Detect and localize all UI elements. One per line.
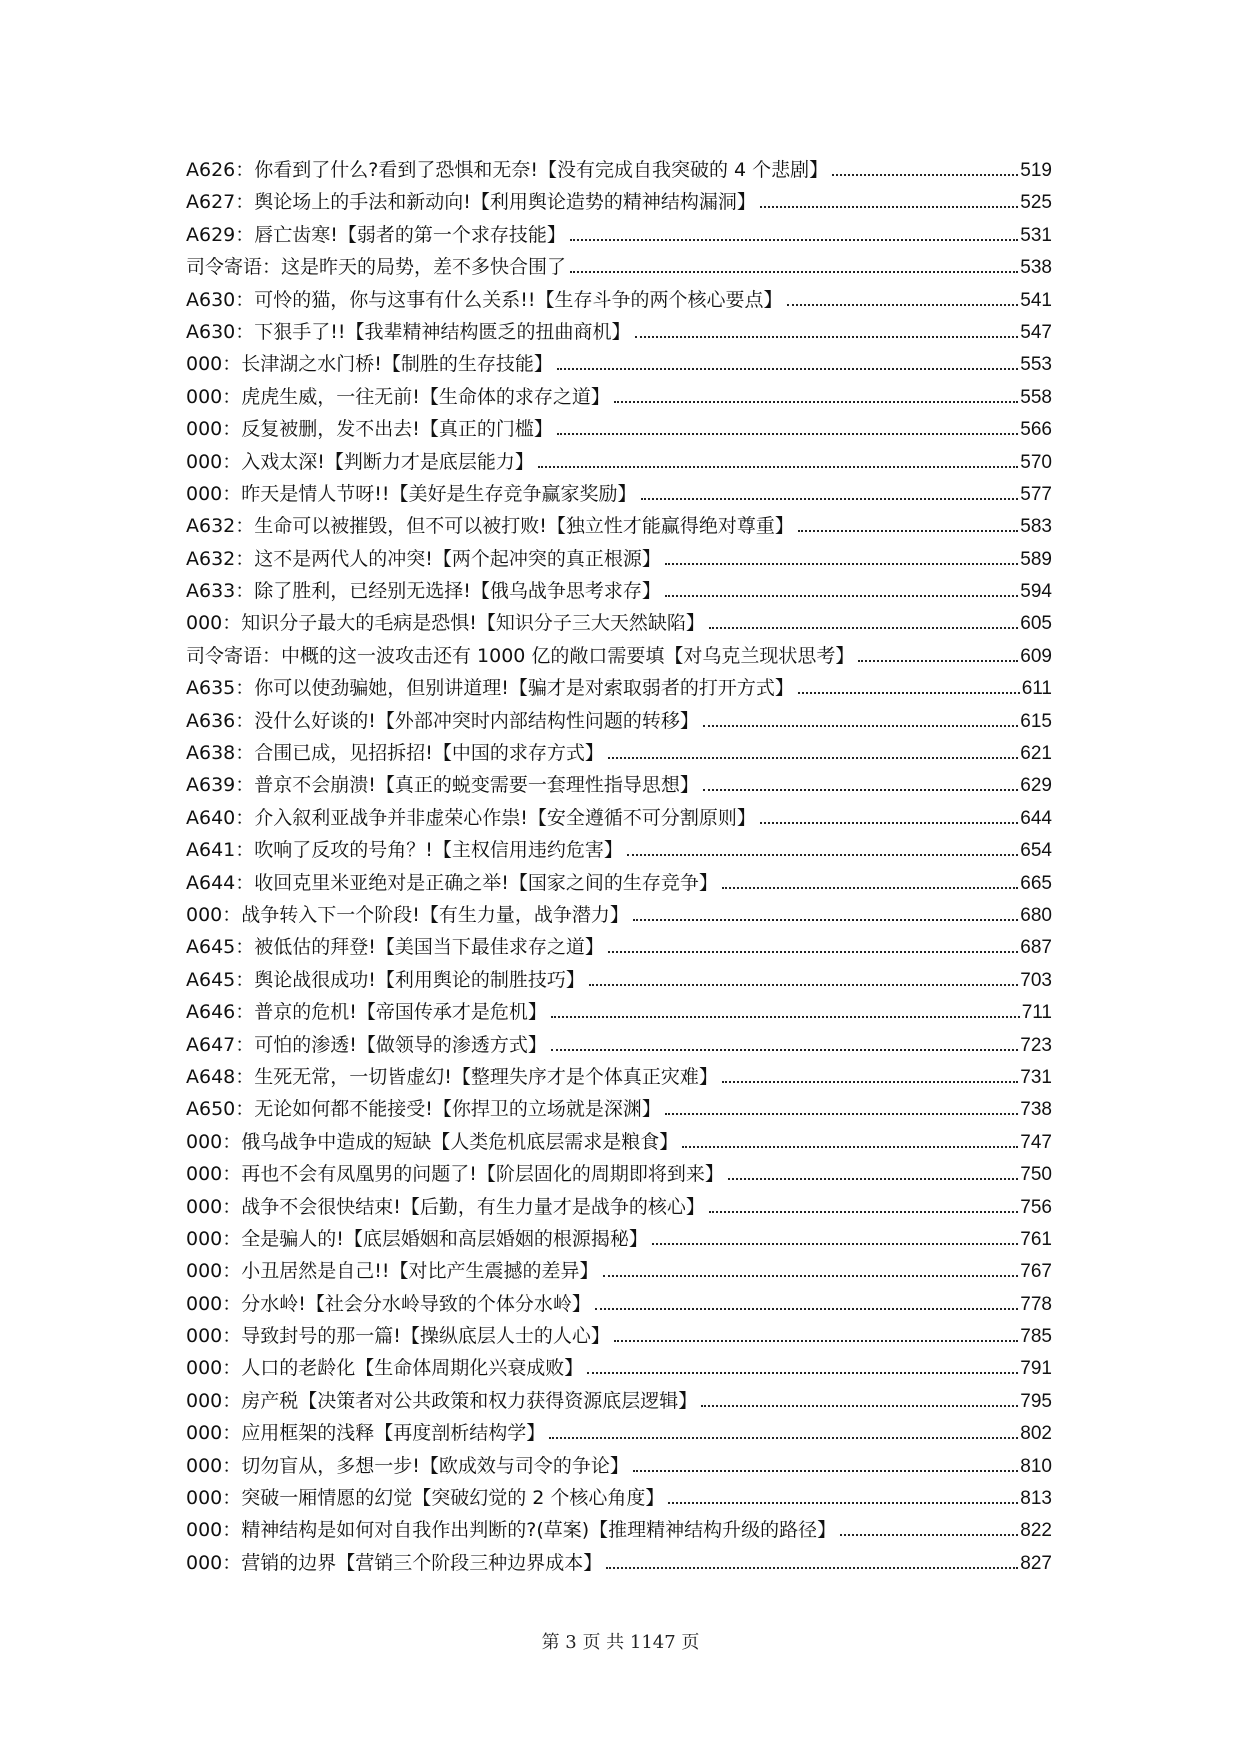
toc-dot-leader	[549, 1437, 1018, 1439]
toc-entry-title: A638：合围已成，见招拆招!【中国的求存方式】	[186, 742, 604, 765]
toc-entry-title: 000：知识分子最大的毛病是恐惧!【知识分子三大天然缺陷】	[186, 612, 705, 635]
toc-dot-leader	[722, 887, 1018, 889]
toc-entry-page-number: 541	[1020, 289, 1052, 311]
toc-dot-leader	[608, 951, 1018, 953]
toc-entry-title: A636：没什么好谈的!【外部冲突时内部结构性问题的转移】	[186, 709, 699, 732]
toc-entry-page-number: 795	[1020, 1390, 1052, 1412]
toc-entry[interactable]	[186, 672, 1052, 704]
toc-dot-leader	[551, 1049, 1018, 1051]
toc-entry[interactable]	[186, 802, 1052, 834]
toc-entry-page-number: 761	[1020, 1228, 1052, 1250]
toc-entry[interactable]	[186, 834, 1052, 866]
toc-dot-leader	[703, 725, 1018, 727]
toc-dot-leader	[760, 822, 1018, 824]
toc-entry[interactable]	[186, 446, 1052, 478]
toc-entry[interactable]	[186, 186, 1052, 218]
toc-dot-leader	[557, 368, 1018, 370]
toc-entry-page-number: 778	[1020, 1293, 1052, 1315]
toc-dot-leader	[589, 984, 1018, 986]
toc-dot-leader	[595, 1308, 1018, 1310]
toc-dot-leader	[606, 1567, 1018, 1569]
toc-entry[interactable]	[186, 219, 1052, 251]
toc-entry-title: 000：人口的老龄化【生命体周期化兴衰成败】	[186, 1357, 584, 1380]
toc-entry[interactable]	[186, 1547, 1052, 1579]
toc-entry[interactable]	[186, 1514, 1052, 1546]
toc-entry-page-number: 570	[1020, 451, 1052, 473]
toc-dot-leader	[682, 1146, 1018, 1148]
toc-entry[interactable]	[186, 607, 1052, 639]
toc-dot-leader	[787, 304, 1019, 306]
toc-entry[interactable]	[186, 1158, 1052, 1190]
toc-entry-title: 000：再也不会有凤凰男的问题了!【阶层固化的周期即将到来】	[186, 1163, 724, 1186]
toc-entry-title: A639：普京不会崩溃!【真正的蜕变需要一套理性指导思想】	[186, 774, 699, 797]
toc-entry-page-number: 802	[1020, 1423, 1052, 1445]
toc-entry-title: A630：下狠手了!!【我辈精神结构匮乏的扭曲商机】	[186, 320, 631, 343]
toc-dot-leader	[641, 498, 1019, 500]
toc-entry[interactable]	[186, 996, 1052, 1028]
toc-entry[interactable]	[186, 769, 1052, 801]
toc-entry[interactable]	[186, 737, 1052, 769]
toc-entry[interactable]	[186, 1029, 1052, 1061]
toc-dot-leader	[614, 1340, 1018, 1342]
toc-entry-title: 000：入戏太深!【判断力才是底层能力】	[186, 450, 534, 473]
toc-entry-title: 000：小丑居然是自己!!【对比产生震撼的差异】	[186, 1260, 599, 1283]
toc-entry-title: 司令寄语：中概的这一波攻击还有 1000 亿的敞口需要填【对乌克兰现状思考】	[186, 644, 855, 667]
toc-entry-title: 000：反复被删，发不出去!【真正的门槛】	[186, 418, 553, 441]
toc-entry-page-number: 750	[1020, 1164, 1052, 1186]
toc-entry-title: 000：营销的边界【营销三个阶段三种边界成本】	[186, 1551, 603, 1574]
toc-entry[interactable]	[186, 1482, 1052, 1514]
toc-entry-page-number: 531	[1020, 224, 1052, 246]
toc-entry-page-number: 822	[1020, 1520, 1052, 1542]
toc-entry-page-number: 747	[1020, 1131, 1052, 1153]
toc-entry-page-number: 644	[1020, 807, 1052, 829]
toc-entry-title: A650：无论如何都不能接受!【你捍卫的立场就是深渊】	[186, 1098, 661, 1121]
toc-entry-title: 000：昨天是情人节呀!!【美好是生存竞争赢家奖励】	[186, 482, 637, 505]
toc-entry-title: A630：可怜的猫，你与这事有什么关系!!【生存斗争的两个核心要点】	[186, 288, 783, 311]
toc-entry-title: 000：应用框架的浅释【再度剖析结构学】	[186, 1422, 546, 1445]
toc-entry[interactable]	[186, 1417, 1052, 1449]
toc-entry[interactable]	[186, 640, 1052, 672]
toc-entry-page-number: 654	[1020, 840, 1052, 862]
toc-dot-leader	[551, 1016, 1020, 1018]
toc-entry[interactable]	[186, 1061, 1052, 1093]
toc-dot-leader	[665, 563, 1018, 565]
toc-entry[interactable]	[186, 1126, 1052, 1158]
toc-entry-page-number: 703	[1020, 969, 1052, 991]
toc-entry-title: 000：俄乌战争中造成的短缺【人类危机底层需求是粮食】	[186, 1130, 679, 1153]
toc-dot-leader	[627, 854, 1018, 856]
toc-dot-leader	[701, 1405, 1018, 1407]
toc-entry-title: A635：你可以使劲骗她，但别讲道理!【骗才是对索取弱者的打开方式】	[186, 677, 794, 700]
toc-entry[interactable]	[186, 575, 1052, 607]
toc-entry-page-number: 525	[1020, 192, 1052, 214]
toc-dot-leader	[652, 1243, 1018, 1245]
toc-entry-title: A647：可怕的渗透!【做领导的渗透方式】	[186, 1033, 547, 1056]
toc-dot-leader	[668, 1502, 1018, 1504]
toc-entry-page-number: 553	[1020, 354, 1052, 376]
toc-dot-leader	[635, 336, 1019, 338]
toc-dot-leader	[709, 627, 1018, 629]
toc-entry-page-number: 621	[1020, 743, 1052, 765]
toc-entry[interactable]	[186, 1191, 1052, 1223]
toc-entry-title: 000：战争不会很快结束!【后勤，有生力量才是战争的核心】	[186, 1195, 705, 1218]
toc-entry-page-number: 791	[1020, 1358, 1052, 1380]
toc-dot-leader	[798, 530, 1018, 532]
toc-entry[interactable]	[186, 154, 1052, 186]
toc-entry-page-number: 738	[1020, 1099, 1052, 1121]
toc-entry-page-number: 583	[1020, 516, 1052, 538]
toc-entry-title: 司令寄语：这是昨天的局势，差不多快合围了	[186, 256, 567, 279]
toc-entry[interactable]	[186, 478, 1052, 510]
toc-entry-page-number: 711	[1021, 1002, 1052, 1024]
toc-entry[interactable]	[186, 284, 1052, 316]
toc-entry-page-number: 756	[1020, 1196, 1052, 1218]
toc-entry-page-number: 609	[1020, 645, 1052, 667]
toc-entry-title: 000：分水岭!【社会分水岭导致的个体分水岭】	[186, 1292, 591, 1315]
toc-dot-leader	[614, 401, 1018, 403]
toc-dot-leader	[832, 174, 1018, 176]
toc-entry-page-number: 629	[1020, 775, 1052, 797]
toc-entry-page-number: 723	[1020, 1034, 1052, 1056]
toc-entry[interactable]	[186, 899, 1052, 931]
toc-entry-title: A632：生命可以被摧毁，但不可以被打败!【独立性才能赢得绝对尊重】	[186, 515, 794, 538]
toc-dot-leader	[858, 660, 1018, 662]
toc-entry[interactable]	[186, 543, 1052, 575]
toc-entry[interactable]	[186, 705, 1052, 737]
table-of-contents	[186, 154, 1052, 1579]
toc-entry-page-number: 611	[1021, 678, 1052, 700]
toc-dot-leader	[570, 239, 1018, 241]
toc-entry-page-number: 558	[1020, 386, 1052, 408]
toc-entry-title: A627：舆论场上的手法和新动向!【利用舆论造势的精神结构漏洞】	[186, 191, 756, 214]
toc-entry-title: 000：切勿盲从，多想一步!【欧成效与司令的争论】	[186, 1454, 629, 1477]
toc-entry[interactable]	[186, 510, 1052, 542]
toc-dot-leader	[633, 1470, 1018, 1472]
toc-entry-title: A646：普京的危机!【帝国传承才是危机】	[186, 1001, 547, 1024]
toc-dot-leader	[760, 206, 1018, 208]
toc-entry[interactable]	[186, 1093, 1052, 1125]
toc-entry-title: A632：这不是两代人的冲突!【两个起冲突的真正根源】	[186, 547, 661, 570]
toc-entry-page-number: 665	[1020, 872, 1052, 894]
toc-entry-page-number: 589	[1020, 548, 1052, 570]
page-footer: 第 3 页 共 1147 页	[541, 1632, 700, 1653]
toc-entry[interactable]	[186, 251, 1052, 283]
toc-entry[interactable]	[186, 1352, 1052, 1384]
toc-entry-page-number: 731	[1020, 1066, 1052, 1088]
toc-entry-title: 000：房产税【决策者对公共政策和权力获得资源底层逻辑】	[186, 1389, 698, 1412]
toc-entry-title: 000：导致封号的那一篇!【操纵底层人士的人心】	[186, 1325, 610, 1348]
toc-dot-leader	[608, 757, 1018, 759]
toc-dot-leader	[665, 595, 1018, 597]
toc-entry-page-number: 813	[1020, 1488, 1052, 1510]
toc-entry-title: A633：除了胜利，已经别无选择!【俄乌战争思考求存】	[186, 580, 661, 603]
toc-entry-title: 000：突破一厢情愿的幻觉【突破幻觉的 2 个核心角度】	[186, 1487, 665, 1510]
toc-entry-page-number: 605	[1020, 613, 1052, 635]
toc-entry[interactable]	[186, 1223, 1052, 1255]
toc-entry-title: A629：唇亡齿寒!【弱者的第一个求存技能】	[186, 223, 566, 246]
toc-entry[interactable]	[186, 867, 1052, 899]
toc-entry-page-number: 810	[1020, 1455, 1052, 1477]
toc-dot-leader	[557, 433, 1018, 435]
toc-dot-leader	[633, 919, 1018, 921]
toc-entry-page-number: 547	[1020, 321, 1052, 343]
toc-entry-title: A645：被低估的拜登!【美国当下最佳求存之道】	[186, 936, 604, 959]
toc-entry-title: A648：生死无常，一切皆虚幻!【整理失序才是个体真正灾难】	[186, 1065, 718, 1088]
toc-entry-title: 000：战争转入下一个阶段!【有生力量，战争潜力】	[186, 903, 629, 926]
toc-entry[interactable]	[186, 1320, 1052, 1352]
toc-dot-leader	[570, 271, 1018, 273]
toc-entry-page-number: 680	[1020, 904, 1052, 926]
toc-dot-leader	[603, 1275, 1019, 1277]
toc-entry[interactable]	[186, 413, 1052, 445]
toc-entry-title: A641：吹响了反攻的号角？!【主权信用违约危害】	[186, 839, 623, 862]
toc-entry-page-number: 594	[1020, 581, 1052, 603]
toc-entry[interactable]	[186, 1385, 1052, 1417]
toc-entry-page-number: 767	[1020, 1261, 1052, 1283]
toc-entry-title: A644：收回克里米亚绝对是正确之举!【国家之间的生存竞争】	[186, 871, 718, 894]
toc-entry[interactable]	[186, 1288, 1052, 1320]
toc-entry-page-number: 519	[1020, 160, 1052, 181]
toc-entry-page-number: 785	[1020, 1326, 1052, 1348]
toc-entry-page-number: 577	[1020, 483, 1052, 505]
toc-entry-title: 000：长津湖之水门桥!【制胜的生存技能】	[186, 353, 553, 376]
toc-entry[interactable]	[186, 1255, 1052, 1287]
toc-entry[interactable]	[186, 964, 1052, 996]
toc-entry[interactable]	[186, 348, 1052, 380]
toc-entry-page-number: 687	[1020, 937, 1052, 959]
toc-entry-title: 000：精神结构是如何对自我作出判断的?(草案)【推理精神结构升级的路径】	[186, 1519, 837, 1542]
toc-entry-page-number: 615	[1020, 710, 1052, 732]
toc-dot-leader	[665, 1113, 1018, 1115]
toc-dot-leader	[587, 1372, 1018, 1374]
toc-dot-leader	[538, 466, 1018, 468]
toc-entry[interactable]	[186, 316, 1052, 348]
toc-entry-page-number: 566	[1020, 419, 1052, 441]
toc-entry-title: A626：你看到了什么?看到了恐惧和无奈!【没有完成自我突破的 4 个悲剧】	[186, 159, 829, 181]
toc-dot-leader	[840, 1534, 1018, 1536]
toc-entry-title: 000：虎虎生威，一往无前!【生命体的求存之道】	[186, 385, 610, 408]
toc-dot-leader	[728, 1178, 1018, 1180]
toc-entry-page-number: 827	[1020, 1552, 1052, 1574]
toc-entry-page-number: 538	[1020, 257, 1052, 279]
toc-entry-title: 000：全是骗人的!【底层婚姻和高层婚姻的根源揭秘】	[186, 1227, 648, 1250]
toc-entry-title: A645：舆论战很成功!【利用舆论的制胜技巧】	[186, 968, 585, 991]
toc-dot-leader	[798, 692, 1020, 694]
toc-entry[interactable]	[186, 381, 1052, 413]
toc-entry[interactable]	[186, 1450, 1052, 1482]
toc-dot-leader	[703, 789, 1018, 791]
toc-entry-title: A640：介入叙利亚战争并非虚荣心作祟!【安全遵循不可分割原则】	[186, 806, 756, 829]
toc-dot-leader	[722, 1081, 1018, 1083]
toc-dot-leader	[709, 1211, 1018, 1213]
toc-entry[interactable]	[186, 931, 1052, 963]
